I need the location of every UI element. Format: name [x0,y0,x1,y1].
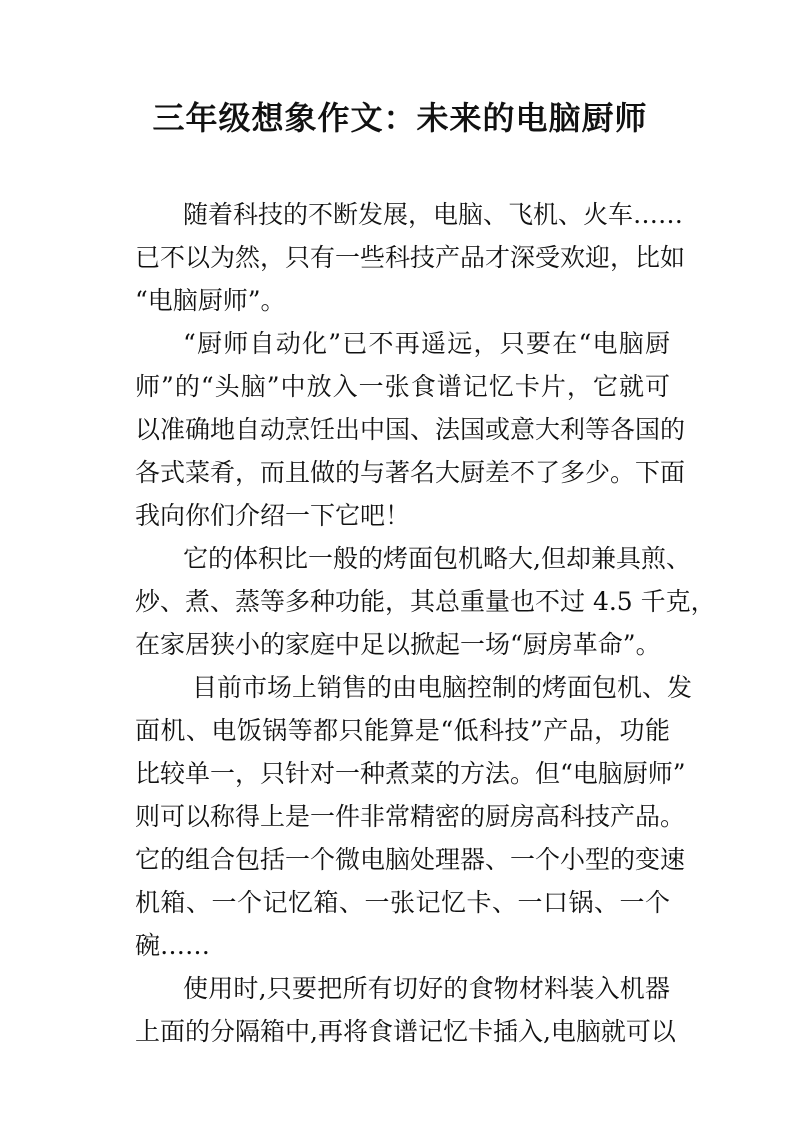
paragraph-2-line-2: 师”的“头脑”中放入一张食谱记忆卡片，它就可 [135,372,670,401]
paragraph-3-line-3: 在家居狭小的家庭中足以掀起一场“厨房革命”。 [135,630,661,659]
paragraph-2-line-3: 以准确地自动烹饪出中国、法国或意大利等各国的 [135,415,686,444]
paragraph-2-line-1: “厨师自动化”已不再遥远，只要在“电脑厨 [183,329,670,358]
paragraph-4-line-7: 碗…… [135,931,211,960]
paragraph-5-line-1: 使用时,只要把所有切好的食物材料装入机器 [183,974,670,1003]
paragraph-4-line-4: 则可以称得上是一件非常精密的厨房高科技产品。 [135,802,686,831]
paragraph-2-line-4: 各式菜肴，而且做的与著名大厨差不了多少。下面 [135,458,686,487]
paragraph-4-line-1: 目前市场上销售的由电脑控制的烤面包机、发 [192,673,693,702]
paragraph-4-line-6: 机箱、一个记忆箱、一张记忆卡、一口锅、一个 [135,888,670,917]
paragraph-4-line-2: 面机、电饭锅等都只能算是“低科技”产品，功能 [135,716,670,745]
paragraph-1-line-2: 已不以为然，只有一些科技产品才深受欢迎，比如 [135,243,686,272]
paragraph-4-line-3: 比较单一，只针对一种煮菜的方法。但“电脑厨师” [135,759,686,788]
paragraph-3-line-1: 它的体积比一般的烤面包机略大,但却兼具煎、 [183,544,691,573]
paragraph-2-line-5: 我向你们介绍一下它吧！ [135,501,411,530]
document-title: 三年级想象作文：未来的电脑厨师 [152,99,648,137]
paragraph-4-line-5: 它的组合包括一个微电脑处理器、一个小型的变速 [135,845,686,874]
paragraph-5-line-2: 上面的分隔箱中,再将食谱记忆卡插入,电脑就可以 [135,1017,676,1046]
paragraph-1-line-1: 随着科技的不断发展，电脑、飞机、火车…… [183,200,684,229]
paragraph-1-line-3: “电脑厨师”。 [135,286,286,315]
paragraph-3-line-2: 炒、煮、蒸等多种功能，其总重量也不过 4.5 千克， [135,587,716,616]
